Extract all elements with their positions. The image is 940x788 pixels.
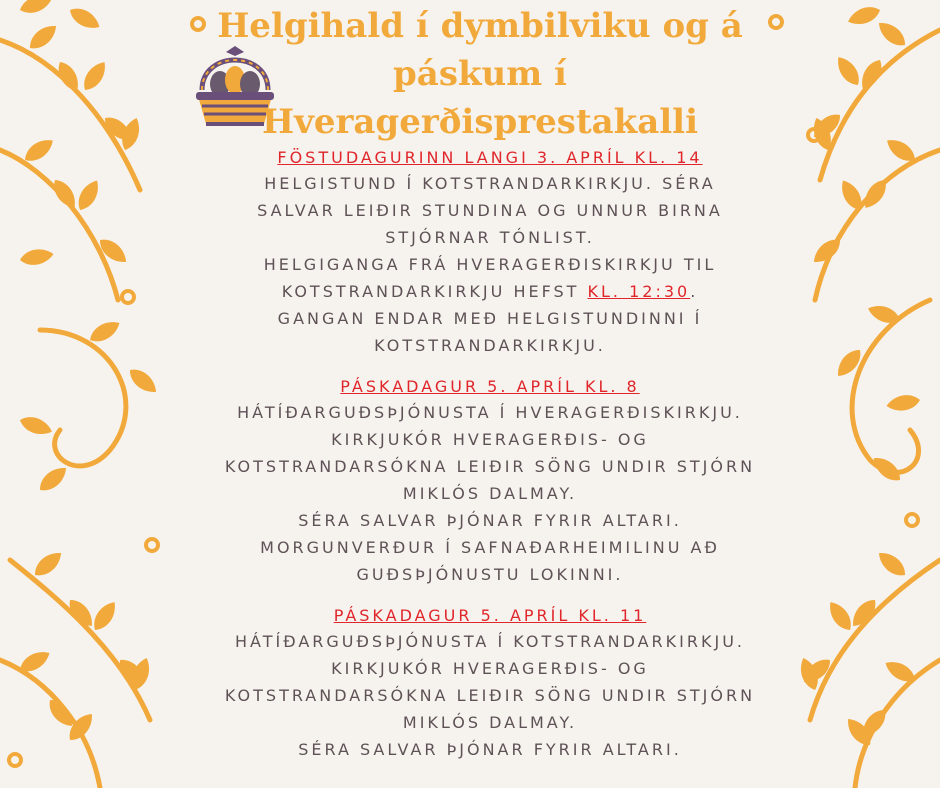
page-title bbox=[200, 2, 760, 146]
title-line-1: Helgihald í dymbilviku og á bbox=[217, 6, 743, 46]
service-heading: PÁSKADAGUR 5. APRÍL KL. 11 bbox=[333, 606, 647, 625]
line-text: KOTSTRANDARKIRKJU HEFST bbox=[281, 282, 588, 301]
service-good-friday bbox=[170, 146, 810, 359]
circle-ornament bbox=[122, 291, 134, 303]
circle-ornament bbox=[9, 754, 21, 766]
service-line: GUÐSÞJÓNUSTU LOKINNI. bbox=[356, 565, 624, 584]
highlighted-time: KL. 12:30 bbox=[587, 282, 691, 301]
circle-ornament bbox=[146, 539, 158, 551]
service-line: HELGISTUND Í KOTSTRANDARKIRKJU. SÉRA bbox=[264, 174, 716, 193]
service-line: HÁTÍÐARGUÐSÞJÓNUSTA Í HVERAGERÐISKIRKJU. bbox=[237, 403, 743, 422]
service-line: KIRKJUKÓR HVERAGERÐIS- OG bbox=[331, 659, 649, 678]
schedule-content bbox=[170, 146, 810, 779]
service-line: KOTSTRANDARKIRKJU. bbox=[374, 336, 606, 355]
service-line: GANGAN ENDAR MEÐ HELGISTUNDINNI Í bbox=[277, 309, 703, 328]
service-heading: PÁSKADAGUR 5. APRÍL KL. 8 bbox=[340, 377, 640, 396]
service-line bbox=[170, 278, 810, 305]
service-line: HÁTÍÐARGUÐSÞJÓNUSTA Í KOTSTRANDARKIRKJU. bbox=[235, 632, 745, 651]
service-easter-8 bbox=[170, 375, 810, 588]
service-line: KOTSTRANDARSÓKNA LEIÐIR SÖNG UNDIR STJÓRN bbox=[224, 686, 756, 705]
service-line: MIKLÓS DALMAY. bbox=[402, 713, 578, 732]
title-line-2: páskum í bbox=[393, 54, 567, 94]
line-text: . bbox=[690, 282, 699, 301]
service-line: SÉRA SALVAR ÞJÓNAR FYRIR ALTARI. bbox=[298, 511, 682, 530]
title-line-3: Hveragerðisprestakalli bbox=[261, 102, 699, 142]
service-line: SALVAR LEIÐIR STUNDINA OG UNNUR BIRNA bbox=[257, 201, 723, 220]
service-line: HELGIGANGA FRÁ HVERAGERÐISKIRKJU TIL bbox=[263, 255, 717, 274]
circle-ornament bbox=[770, 16, 782, 28]
circle-ornament bbox=[906, 514, 918, 526]
service-line: MIKLÓS DALMAY. bbox=[402, 484, 578, 503]
service-line: MORGUNVERÐUR Í SAFNAÐARHEIMILINU AÐ bbox=[260, 538, 720, 557]
service-heading: FÖSTUDAGURINN LANGI 3. APRÍL KL. 14 bbox=[277, 148, 703, 167]
service-line: SÉRA SALVAR ÞJÓNAR FYRIR ALTARI. bbox=[298, 740, 682, 759]
service-line: KOTSTRANDARSÓKNA LEIÐIR SÖNG UNDIR STJÓRN bbox=[224, 457, 756, 476]
service-line: STJÓRNAR TÓNLIST. bbox=[385, 228, 595, 247]
service-line: KIRKJUKÓR HVERAGERÐIS- OG bbox=[331, 430, 649, 449]
circle-ornament bbox=[808, 129, 820, 141]
service-easter-11 bbox=[170, 604, 810, 763]
